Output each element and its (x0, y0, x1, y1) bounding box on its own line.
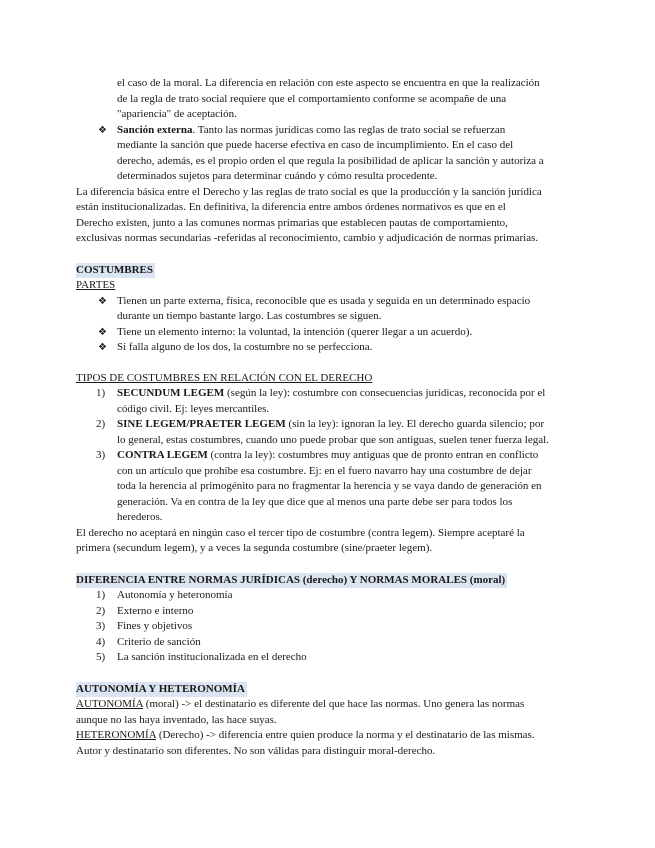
section-heading-autonomia: AUTONOMÍA Y HETERONOMÍA (76, 682, 247, 698)
text-line: Derecho existen, junto a las comunes normas primarias que establecen pautas de comportamiento, (76, 216, 508, 229)
list-item (76, 448, 581, 526)
text-line: código civil. Ej: leyes mercantiles. (117, 402, 270, 415)
list-text: La sanción institucionalizada en el derecho (117, 651, 307, 663)
list-text: Fines y objetivos (117, 620, 193, 632)
list-number: 2) (96, 604, 106, 617)
list-item (76, 619, 581, 635)
text-line: Si falla alguno de los dos, la costumbre no se perfecciona. (117, 341, 373, 353)
list-text: Autonomía y heteronomía (117, 589, 233, 601)
text-line: . Tanto las normas jurídicas como las reglas de trato social se refuerzan (192, 123, 506, 136)
text-line: El derecho no aceptará en ningún caso el tercer tipo de costumbre (contra legem). Siempre aceptaré la (76, 526, 525, 539)
text-line: (según la ley): costumbre con consecuencias jurídicas, reconocida por el (224, 387, 546, 399)
text-line: mediante la sanción que puede hacerse efectiva en caso de incumplimiento. En el caso del (117, 139, 514, 151)
term-underlined: AUTONOMÍA (76, 698, 144, 710)
list-item (76, 325, 581, 341)
document-page (76, 76, 581, 759)
text-line: "apariencia" de aceptación. (117, 108, 237, 120)
list-item (76, 386, 581, 417)
term-bold: SINE LEGEM/PRAETER LEGEM (117, 418, 286, 430)
text-line: (moral) -> el destinatario es diferente del que hace las normas. Uno genera las normas (143, 698, 525, 710)
subheading-tipos: TIPOS DE COSTUMBRES EN RELACIÓN CON EL DERECHO (76, 371, 373, 384)
text-line: lo general, estas costumbres, cuando uno puede probar que son antiguas, suelen tener fuerza legal. (117, 433, 549, 446)
text-line: (Derecho) -> diferencia entre quien produce la norma y el destinatario de las mismas. (156, 729, 535, 741)
diamond-bullet-icon: ❖ (98, 295, 107, 307)
list-number: 4) (96, 635, 106, 648)
term-underlined: HETERONOMÍA (76, 729, 157, 741)
list-number: 3) (96, 620, 106, 632)
list-item (76, 294, 581, 325)
list-item (76, 635, 581, 651)
term-bold: CONTRA LEGEM (117, 449, 208, 461)
text-line: Tienen un parte externa, física, reconocible que es usada y seguida en un determinado espacio (117, 294, 531, 307)
paragraph-closing (76, 526, 581, 557)
text-line: durante un tiempo bastante largo. Las costumbres se siguen. (117, 310, 382, 322)
text-line: (contra la ley): costumbres muy antiguas que de pronto entran en conflicto (207, 449, 539, 461)
paragraph-continuation (76, 76, 581, 123)
list-text: Externo e interno (117, 604, 194, 617)
text-line: exclusivas normas secundarias -referidas al reconocimiento, cambio y adjudicación de normas primarias. (76, 232, 539, 244)
list-number: 5) (96, 651, 106, 663)
diamond-bullet-icon: ❖ (98, 124, 107, 136)
list-number: 1) (96, 387, 106, 399)
text-line: toda la herencia al primogénito para no fragmentar la herencia y se vaya dando de generación en (117, 480, 542, 492)
list-item (76, 340, 581, 356)
text-line: Tiene un elemento interno: la voluntad, la intención (querer llegar a un acuerdo). (117, 325, 473, 338)
text-line: La diferencia básica entre el Derecho y las reglas de trato social es que la producción y la sanción jurídica (76, 185, 542, 198)
text-line: (sin la ley): ignoran la ley. El derecho guarda silencio; por (285, 418, 545, 430)
bullet-sancion-externa (76, 123, 581, 185)
text-line: determinados sujetos para determinar cuándo y cómo resulta procedente. (117, 170, 438, 182)
text-line: Autor y destinatario son diferentes. No son válidas para distinguir moral-derecho. (76, 744, 436, 757)
text-line: de la regla de trato social requiere que el comportamiento conforme se acompañe de una (117, 92, 507, 105)
text-line: primera (secundum legem), y a veces la segunda costumbre (sine/praeter legem). (76, 542, 433, 554)
text-line: herederos. (117, 511, 163, 523)
diamond-bullet-icon: ❖ (98, 342, 107, 353)
text-line: están institucionalizadas. En definitiva, la diferencia entre ambos órdenes normativos es que en el (76, 201, 506, 213)
list-number: 2) (96, 418, 106, 430)
term-bold: Sanción externa (117, 123, 193, 136)
section-heading-diferencia: DIFERENCIA ENTRE NORMAS JURÍDICAS (derecho) Y NORMAS MORALES (moral) (76, 573, 507, 589)
text-line: aunque no las haya inventado, las hace suyas. (76, 713, 277, 726)
list-item (76, 604, 581, 620)
paragraph-diferencia-basica (76, 185, 581, 247)
list-item (76, 588, 581, 604)
term-bold: SECUNDUM LEGEM (117, 387, 225, 399)
list-item (76, 650, 581, 666)
subheading-partes: PARTES (76, 279, 116, 291)
section-heading-costumbres: COSTUMBRES (76, 263, 155, 279)
text-line: el caso de la moral. La diferencia en relación con este aspecto se encuentra en que la realización (117, 77, 540, 89)
diamond-bullet-icon: ❖ (98, 326, 107, 338)
paragraph-heteronomia (76, 728, 581, 759)
paragraph-autonomia (76, 697, 581, 728)
list-item (76, 417, 581, 448)
text-line: derecho, además, es el propio orden el que regula la posibilidad de aplicar la sanción y autoriza a (117, 154, 544, 167)
list-number: 1) (96, 589, 106, 601)
list-text: Criterio de sanción (117, 635, 201, 648)
text-line: con un artículo que prohíbe esa costumbre. Ej: en el fuero navarro hay una costumbre de dejar (117, 464, 532, 477)
text-line: generación. Va en contra de la ley que dice que al menos una parte debe ser para todos los (117, 495, 513, 508)
list-number: 3) (96, 449, 106, 461)
